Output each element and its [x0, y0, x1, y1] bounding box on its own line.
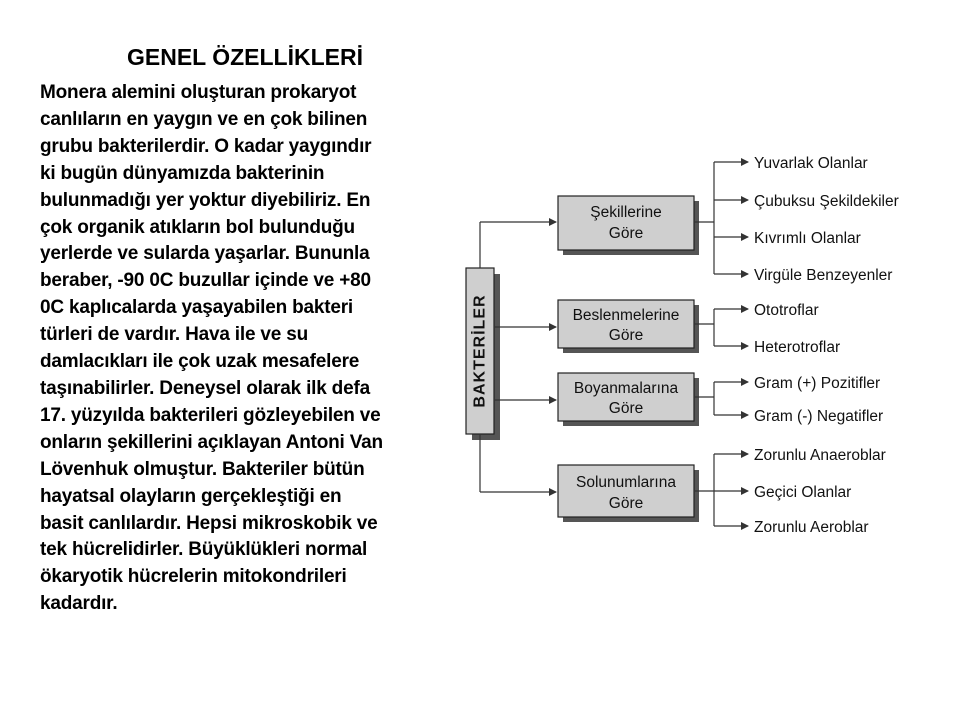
- leaf-label: Ototroflar: [754, 302, 819, 319]
- paragraph-line: damlacıkları ile çok uzak mesafelere: [40, 351, 360, 373]
- paragraph-line: beraber, -90 0C buzullar içinde ve +80: [40, 270, 371, 292]
- leaf-label: Zorunlu Aeroblar: [754, 519, 869, 536]
- group-box-shape: [558, 196, 699, 255]
- paragraph-line: ki bugün dünyamızda bakterinin: [40, 162, 325, 184]
- group-label: Boyanmalarına: [573, 380, 679, 397]
- paragraph-line: grubu bakterilerdir. O kadar yaygındır: [40, 135, 372, 157]
- paragraph-line: taşınabilirler. Deneysel olarak ilk defa: [40, 377, 370, 399]
- leaf-label: Zorunlu Anaeroblar: [754, 447, 886, 464]
- group-label: Şekillerine: [590, 204, 662, 221]
- paragraph-line: onların şekillerini açıklayan Antoni Van: [40, 431, 383, 453]
- group-box-staining: [558, 373, 699, 426]
- group-label: Beslenmelerine: [572, 307, 680, 324]
- slide-title: GENEL ÖZELLİKLERİ: [127, 44, 363, 70]
- group-label: Solunumlarına: [576, 474, 676, 491]
- leaf-label: Çubuksu Şekildekiler: [754, 193, 899, 210]
- paragraph-line: basit canlılardır. Hepsi mikroskobik ve: [40, 512, 378, 534]
- paragraph-line: ökaryotik hücrelerin mitokondrileri: [40, 566, 347, 588]
- leaf-label: Gram (+) Pozitifler: [754, 375, 881, 392]
- leaf-label: Yuvarlak Olanlar: [754, 155, 868, 172]
- root-box: [466, 268, 500, 440]
- paragraph-line: canlıların en yaygın ve en çok bilinen: [40, 108, 368, 130]
- paragraph-line: yerlerde ve sularda yaşarlar. Bununla: [40, 243, 370, 265]
- group-box-respiration: [558, 465, 699, 522]
- paragraph-line: 0C kaplıcalarda yaşayabilen bakteri: [40, 297, 354, 319]
- root-label: BAKTERİLER: [471, 294, 489, 408]
- paragraph-line: Lövenhuk olmuştur. Bakteriler bütün: [40, 458, 365, 480]
- paragraph-line: çok organik atıkların bol bulunduğu: [40, 216, 355, 238]
- paragraph-line: 17. yüzyılda bakterileri gözleyebilen ve: [40, 404, 381, 426]
- paragraph-line: bulunmadığı yer yoktur diyebiliriz. En: [40, 189, 371, 211]
- group-label: Göre: [608, 400, 644, 417]
- group-box-nutrition: [558, 300, 699, 353]
- leaf-label: Heterotroflar: [754, 339, 841, 356]
- paragraph-line: hayatsal olayların gerçekleştiği en: [40, 485, 342, 507]
- group-label: Göre: [608, 225, 644, 242]
- paragraph-line: Monera alemini oluşturan prokaryot: [40, 82, 357, 103]
- leaf-label: Virgüle Benzeyenler: [754, 267, 893, 284]
- leaf-label: Geçici Olanlar: [754, 484, 852, 501]
- leaf-label: Kıvrımlı Olanlar: [754, 230, 861, 247]
- paragraph-line: türleri de vardır. Hava ile ve su: [40, 324, 308, 346]
- paragraph-line: kadardır.: [40, 593, 118, 615]
- group-label: Göre: [608, 495, 644, 512]
- group-label: Göre: [608, 327, 644, 344]
- paragraph-line: tek hücrelidirler. Büyüklükleri normal: [40, 539, 368, 561]
- leaf-label: Gram (-) Negatifler: [754, 408, 884, 425]
